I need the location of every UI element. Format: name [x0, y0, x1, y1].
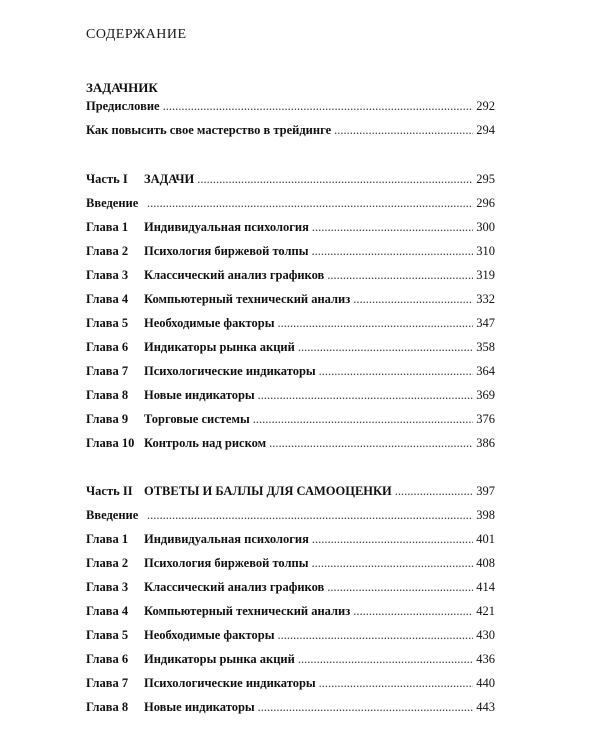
- toc-entry-preface[interactable]: [86, 97, 495, 115]
- toc-page-number: 319: [476, 268, 495, 282]
- toc-dot-leader: [312, 218, 473, 236]
- toc-dot-leader: [277, 314, 473, 332]
- toc-entry[interactable]: [86, 626, 495, 644]
- toc-chapter-title: Компьютерный технический анализ: [144, 292, 351, 306]
- toc-chapter-title: Необходимые факторы: [144, 628, 275, 642]
- toc-page-number: 421: [476, 604, 495, 618]
- toc-dot-leader: [258, 698, 474, 716]
- toc-entry[interactable]: [86, 698, 495, 716]
- toc-chapter-number: Глава 7: [86, 676, 129, 690]
- toc-page-number: 398: [476, 508, 495, 522]
- toc-part-title: ЗАДАЧИ: [144, 172, 195, 186]
- toc-chapter-number: Глава 2: [86, 556, 129, 570]
- toc-page-number: 347: [476, 316, 495, 330]
- toc-entry-title: Как повысить свое мастерство в трейдинге: [86, 123, 332, 137]
- toc-entry[interactable]: [86, 242, 495, 260]
- toc-chapter-number: Глава 6: [86, 652, 129, 666]
- toc-chapter-title: Психология биржевой толпы: [144, 244, 309, 258]
- toc-page-number: 443: [476, 700, 495, 714]
- toc-entry-title: Предисловие: [86, 99, 160, 113]
- toc-entry[interactable]: [86, 674, 495, 692]
- toc-page-number: 294: [476, 123, 495, 137]
- toc-chapter-title: Индикаторы рынка акций: [144, 340, 295, 354]
- toc-chapter-number: Глава 2: [86, 244, 129, 258]
- toc-chapter-number: Глава 4: [86, 604, 129, 618]
- toc-page-number: 296: [476, 196, 495, 210]
- toc-dot-leader: [147, 506, 473, 524]
- toc-page-number: 440: [476, 676, 495, 690]
- toc-chapter-number: Глава 6: [86, 340, 129, 354]
- toc-page-number: 358: [476, 340, 495, 354]
- toc-entry[interactable]: [86, 434, 495, 452]
- toc-page-number: 292: [476, 99, 495, 113]
- toc-chapter-title: Психологические индикаторы: [144, 364, 316, 378]
- page-header: СОДЕРЖАНИЕ: [86, 27, 187, 42]
- toc-chapter-title: Индивидуальная психология: [144, 532, 309, 546]
- toc-chapter-number: Глава 9: [86, 412, 129, 426]
- toc-dot-leader: [312, 554, 474, 572]
- toc-part-1[interactable]: [86, 170, 495, 188]
- toc-chapter-number: Глава 3: [86, 268, 129, 282]
- toc-entry[interactable]: [86, 386, 495, 404]
- toc-entry[interactable]: [86, 218, 495, 236]
- section-title: ЗАДАЧНИК: [86, 80, 158, 95]
- toc-chapter-number: Глава 1: [86, 532, 129, 546]
- toc-chapter-number: Глава 10: [86, 436, 135, 450]
- toc-page-number: 332: [476, 292, 495, 306]
- toc-chapter-title: Торговые системы: [144, 412, 250, 426]
- toc-entry[interactable]: [86, 290, 495, 308]
- toc-dot-leader: [147, 194, 473, 212]
- toc-chapter-number: Введение: [86, 508, 139, 522]
- toc-dot-leader: [298, 650, 473, 668]
- toc-entry[interactable]: [86, 554, 495, 572]
- toc-dot-leader: [253, 410, 474, 428]
- toc-chapter-number: Глава 7: [86, 364, 129, 378]
- toc-entry-mastery[interactable]: [86, 121, 495, 139]
- toc-dot-leader: [353, 290, 473, 308]
- toc-page-number: 414: [476, 580, 495, 594]
- toc-part-title: ОТВЕТЫ И БАЛЛЫ ДЛЯ САМООЦЕНКИ: [144, 484, 392, 498]
- toc-chapter-number: Глава 8: [86, 700, 129, 714]
- toc-dot-leader: [334, 121, 473, 139]
- toc-chapter-title: Психологические индикаторы: [144, 676, 316, 690]
- toc-page-number: 408: [476, 556, 495, 570]
- toc-page-number: 401: [476, 532, 495, 546]
- toc-chapter-title: Индикаторы рынка акций: [144, 652, 295, 666]
- toc-dot-leader: [298, 338, 473, 356]
- toc-entry[interactable]: [86, 314, 495, 332]
- toc-page-number: 376: [476, 412, 495, 426]
- toc-chapter-number: Глава 3: [86, 580, 129, 594]
- toc-dot-leader: [319, 674, 474, 692]
- toc-chapter-number: Глава 8: [86, 388, 129, 402]
- toc-dot-leader: [327, 578, 473, 596]
- toc-page-number: 295: [476, 172, 495, 186]
- toc-chapter-title: Необходимые факторы: [144, 316, 275, 330]
- toc-chapter-title: Психология биржевой толпы: [144, 556, 309, 570]
- toc-page-number: 397: [476, 484, 495, 498]
- toc-entry[interactable]: [86, 578, 495, 596]
- toc-chapter-title: Классический анализ графиков: [144, 580, 325, 594]
- toc-entry[interactable]: [86, 338, 495, 356]
- toc-entry[interactable]: [86, 362, 495, 380]
- toc-part-label: Часть I: [86, 172, 128, 186]
- toc-dot-leader: [353, 602, 473, 620]
- toc-dot-leader: [269, 434, 473, 452]
- toc-entry[interactable]: [86, 506, 495, 524]
- toc-dot-leader: [319, 362, 474, 380]
- toc-chapter-title: Контроль над риском: [144, 436, 267, 450]
- toc-page-number: 364: [476, 364, 495, 378]
- toc-dot-leader: [312, 242, 474, 260]
- toc-part-label: Часть II: [86, 484, 133, 498]
- toc-entry[interactable]: [86, 530, 495, 548]
- toc-page-number: 300: [476, 220, 495, 234]
- toc-chapter-title: Новые индикаторы: [144, 388, 255, 402]
- toc-entry[interactable]: [86, 410, 495, 428]
- toc-chapter-number: Глава 1: [86, 220, 129, 234]
- toc-chapter-title: Новые индикаторы: [144, 700, 255, 714]
- toc-page-number: 436: [476, 652, 495, 666]
- toc-chapter-number: Введение: [86, 196, 139, 210]
- toc-part-2[interactable]: [86, 482, 495, 500]
- toc-page-number: 310: [476, 244, 495, 258]
- toc-dot-leader: [395, 482, 473, 500]
- toc-chapter-title: Классический анализ графиков: [144, 268, 325, 282]
- toc-entry[interactable]: [86, 266, 495, 284]
- toc-chapter-number: Глава 5: [86, 628, 129, 642]
- toc-page-number: 369: [476, 388, 495, 402]
- toc-chapter-number: Глава 5: [86, 316, 129, 330]
- toc-dot-leader: [163, 97, 474, 115]
- toc-page-number: 386: [476, 436, 495, 450]
- toc-entry[interactable]: [86, 650, 495, 668]
- toc-dot-leader: [277, 626, 473, 644]
- toc-dot-leader: [327, 266, 473, 284]
- toc-dot-leader: [312, 530, 473, 548]
- toc-entry[interactable]: [86, 602, 495, 620]
- toc-entry[interactable]: [86, 194, 495, 212]
- toc-chapter-number: Глава 4: [86, 292, 129, 306]
- toc-page-number: 430: [476, 628, 495, 642]
- toc-chapter-title: Компьютерный технический анализ: [144, 604, 351, 618]
- toc-dot-leader: [197, 170, 473, 188]
- toc-chapter-title: Индивидуальная психология: [144, 220, 309, 234]
- toc-dot-leader: [258, 386, 474, 404]
